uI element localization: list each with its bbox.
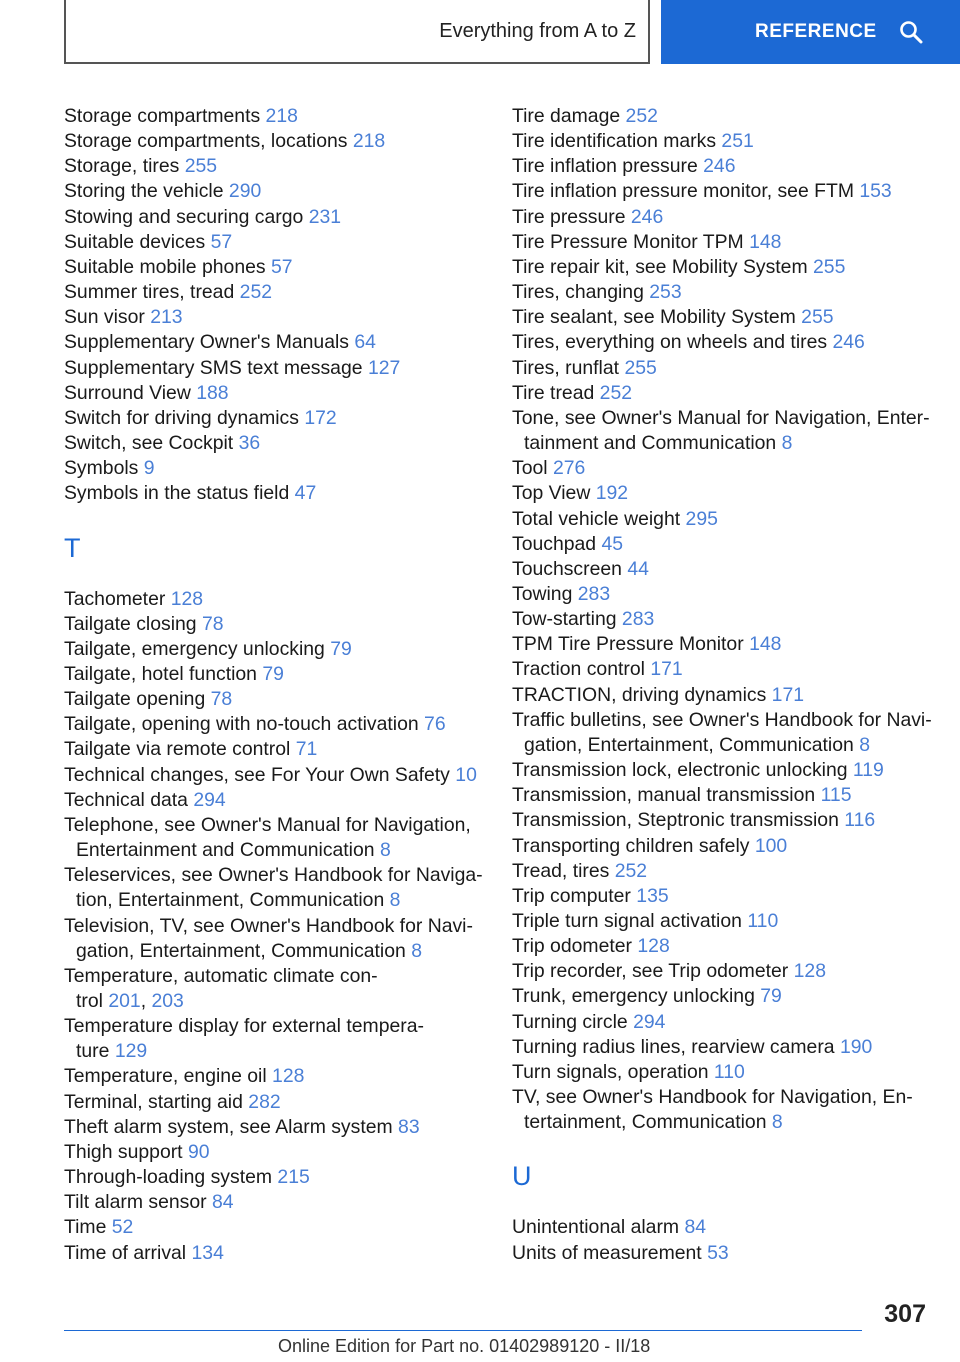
index-entry (64, 1090, 504, 1115)
page-link[interactable]: 8 (389, 889, 401, 912)
index-entry (64, 863, 504, 913)
page-link[interactable]: 45 (601, 532, 624, 555)
index-entry (512, 1085, 952, 1135)
entry-text: Turning radius lines, rearview camera (512, 1035, 840, 1058)
entry-text: Touchscreen (512, 557, 628, 580)
page-link[interactable]: 127 (367, 356, 401, 379)
index-entry (512, 1241, 952, 1266)
entry-text: Temperature display for external tempera- (64, 1015, 424, 1038)
page-link[interactable]: 252 (614, 859, 648, 882)
page-link[interactable]: 201 (108, 990, 141, 1012)
entry-text: Tires, everything on wheels and tires (512, 331, 833, 354)
entry-text: Summer tires, tread (64, 281, 240, 304)
entry-text: Tachometer (64, 587, 171, 610)
page-link[interactable]: 129 (114, 1040, 148, 1063)
entry-text: TRACTION, driving dynamics (512, 683, 772, 706)
index-entry (512, 507, 952, 532)
entry-text: Theft alarm system, see Alarm system (64, 1115, 399, 1138)
page-link[interactable]: 57 (270, 255, 293, 278)
page-link[interactable]: 215 (277, 1166, 310, 1189)
index-entry (64, 431, 504, 456)
page-link[interactable]: 295 (685, 507, 718, 530)
page-link[interactable]: 148 (749, 633, 782, 656)
index-entry (512, 1035, 952, 1060)
page-link[interactable]: 84 (684, 1216, 707, 1239)
index-entry (512, 557, 952, 582)
page-link[interactable]: 171 (771, 683, 805, 706)
entry-text: Triple turn signal activation (512, 910, 748, 932)
page-link[interactable]: 255 (184, 155, 218, 178)
entry-text: Tire identification marks (512, 130, 722, 153)
index-entry (512, 356, 952, 381)
entry-text: Touchpad (512, 532, 602, 555)
entry-text: Tires, changing (512, 281, 650, 304)
entry-text: tion, Entertainment, Communication (76, 889, 390, 912)
index-entry (512, 632, 952, 657)
index-entry (64, 1190, 504, 1215)
page-link[interactable]: 8 (781, 432, 793, 455)
section-title: Everything from A to Z (439, 19, 636, 42)
index-entry (512, 381, 952, 406)
entry-text: gation, Entertainment, Communication (76, 939, 412, 962)
index-entry (64, 662, 504, 687)
entry-text: Switch, see Cockpit (64, 432, 239, 455)
index-entry (512, 884, 952, 909)
page-link[interactable]: 218 (352, 130, 386, 153)
entry-text: TPM Tire Pressure Monitor (512, 633, 750, 656)
index-entry (64, 1014, 504, 1064)
entry-text: Surround View (64, 381, 197, 404)
entry-text: Symbols (64, 457, 144, 480)
page-link[interactable]: 283 (577, 582, 611, 605)
page-link[interactable]: 10 (455, 763, 477, 786)
entry-text: Symbols in the status field (64, 482, 295, 505)
page-number: 307 (884, 1300, 926, 1328)
page-link[interactable]: 128 (793, 960, 826, 983)
entry-text: Storage, tires (64, 155, 185, 178)
page-link[interactable]: 116 (844, 809, 876, 832)
entry-text: ture (76, 1040, 115, 1063)
page-link[interactable]: 9 (143, 457, 155, 480)
page-link[interactable]: 8 (411, 939, 422, 962)
page-link[interactable]: 218 (265, 105, 298, 127)
entry-text: Tire tread (512, 381, 600, 404)
entry-text: gation, Entertainment, Communication (524, 733, 860, 756)
entry-text: Transporting children safely (512, 834, 755, 857)
index-entry (64, 612, 504, 637)
index-entry (64, 129, 504, 154)
index-entry (512, 305, 952, 330)
footer-divider (64, 1330, 862, 1331)
entry-text: Tires, runflat (512, 356, 625, 379)
entry-text: Tire inflation pressure (512, 155, 704, 178)
entry-text: Transmission, manual transmission (512, 784, 821, 807)
entry-text: Towing (512, 582, 578, 605)
index-entry (64, 1165, 504, 1190)
index-entry: Temperature, automatic climate con- trol 201, 203 (64, 964, 378, 1012)
page-link[interactable]: 110 (713, 1060, 745, 1083)
page-link[interactable]: 134 (191, 1241, 224, 1264)
index-letter-heading: T (64, 532, 81, 563)
index-entry (64, 381, 504, 406)
page-link[interactable]: 203 (151, 990, 184, 1012)
index-entry (64, 179, 504, 204)
page-link[interactable]: 90 (187, 1140, 210, 1163)
page-link[interactable]: 53 (707, 1241, 729, 1264)
index-entry (512, 657, 952, 682)
page-link[interactable]: 246 (703, 155, 736, 178)
page-link[interactable]: 192 (595, 482, 629, 505)
entry-text: Traction control (512, 658, 651, 681)
page-link[interactable]: 115 (820, 784, 852, 807)
page-link[interactable]: 44 (627, 557, 649, 580)
page-link[interactable]: 78 (210, 688, 233, 711)
index-entry (512, 481, 952, 506)
entry-text: Teleservices, see Owner's Handbook for Naviga- (64, 864, 483, 887)
entry-text: Time (64, 1216, 112, 1239)
index-entry (512, 708, 952, 758)
index-entry (512, 230, 952, 255)
page-link[interactable]: 8 (859, 733, 870, 756)
index-entry (512, 280, 952, 305)
page-link[interactable]: 71 (295, 738, 318, 761)
index-entry (512, 909, 952, 934)
page-link[interactable]: 255 (624, 356, 657, 379)
entry-text: Switch for driving dynamics (64, 406, 305, 429)
index-entry (64, 914, 504, 964)
entry-text: Tailgate via remote control (64, 738, 296, 761)
page-link[interactable]: 252 (239, 281, 273, 304)
page-link[interactable]: 253 (649, 281, 682, 304)
entry-text: Entertainment and Communication (76, 839, 380, 862)
index-entry (512, 255, 952, 280)
entry-text: Supplementary Owner's Manuals (64, 331, 355, 354)
index-column-right (512, 104, 952, 1266)
page-link[interactable]: 294 (633, 1010, 666, 1033)
entry-text: Suitable mobile phones (64, 255, 271, 278)
index-letter-heading: U (512, 1161, 532, 1192)
entry-text: Television, TV, see Owner's Handbook for Navi- (64, 914, 473, 937)
entry-text: Storage compartments (64, 105, 266, 127)
search-icon[interactable] (899, 20, 923, 44)
entry-text: Total vehicle weight (512, 507, 686, 530)
entry-text: Turn signals, operation (512, 1060, 714, 1083)
page-link[interactable]: 79 (760, 985, 782, 1008)
page-link[interactable]: 8 (379, 839, 391, 862)
page-link[interactable]: 110 (747, 910, 779, 932)
index-entry (512, 834, 952, 859)
index-entry (64, 1064, 504, 1089)
index-entry (512, 154, 952, 179)
entry-text: Supplementary SMS text message (64, 356, 368, 379)
index-entry (512, 456, 952, 481)
entry-text: Tire inflation pressure monitor, see FTM (512, 180, 860, 203)
page-link[interactable]: 283 (621, 608, 655, 631)
entry-text: Trunk, emergency unlocking (512, 985, 761, 1008)
index-entry (512, 406, 952, 456)
entry-text: Units of measurement (512, 1241, 708, 1264)
entry-text: Transmission lock, electronic unlocking (512, 759, 853, 782)
entry-text: Suitable devices (64, 230, 211, 253)
page-link[interactable]: 171 (650, 658, 683, 681)
entry-text: Sun visor (64, 306, 151, 329)
index-entry (64, 456, 504, 481)
index-entry (512, 607, 952, 632)
page-link[interactable]: 294 (193, 788, 226, 811)
page-link[interactable]: 290 (228, 180, 262, 203)
page-link[interactable]: 190 (839, 1035, 873, 1058)
page-link[interactable]: 100 (754, 834, 788, 857)
entry-text: Tailgate, emergency unlocking (64, 637, 331, 660)
index-entry (512, 683, 952, 708)
page-link[interactable]: 153 (859, 180, 892, 203)
entry-text: tainment and Communication (524, 432, 782, 455)
index-entry (64, 255, 504, 280)
page-link[interactable]: 251 (721, 130, 754, 153)
entry-text: Tire Pressure Monitor TPM (512, 230, 750, 253)
index-entry (64, 154, 504, 179)
entry-text: Tone, see Owner's Manual for Navigation, Enter- (512, 406, 930, 429)
index-entry (64, 1115, 504, 1140)
section-header (64, 0, 650, 64)
page-link[interactable]: 255 (813, 255, 846, 278)
index-entry (64, 330, 504, 355)
index-entry (512, 205, 952, 230)
index-entry (512, 758, 952, 783)
reference-label: REFERENCE (755, 21, 877, 42)
page-link[interactable]: 79 (330, 637, 352, 660)
reference-tab[interactable] (661, 0, 960, 64)
entry-text: Tailgate, opening with no-touch activation (64, 713, 425, 736)
page-link[interactable]: 276 (552, 457, 586, 480)
page-link[interactable]: 148 (749, 230, 782, 253)
page-link[interactable]: 8 (771, 1111, 783, 1134)
page-link[interactable]: 172 (304, 406, 337, 429)
page-link[interactable]: 231 (308, 205, 342, 228)
entry-text: Time of arrival (64, 1241, 192, 1264)
entry-text: Tire sealant, see Mobility System (512, 306, 802, 329)
entry-text: Storing the vehicle (64, 180, 229, 203)
index-entry (512, 179, 952, 204)
index-entry (512, 330, 952, 355)
entry-text: Tilt alarm sensor (64, 1191, 212, 1214)
index-entry (64, 587, 504, 612)
footer-edition: Online Edition for Part no. 01402989120 - II/18 (278, 1336, 651, 1356)
index-entry (64, 637, 504, 662)
entry-text: Temperature, automatic climate con- (64, 964, 378, 987)
page-link[interactable]: 246 (832, 331, 865, 354)
index-entry (512, 129, 952, 154)
index-entry (64, 763, 504, 788)
index-entry (512, 582, 952, 607)
entry-text: Tire damage (512, 105, 626, 127)
index-entry (64, 104, 504, 129)
entry-text: Turning circle (512, 1010, 634, 1033)
index-entry (64, 712, 504, 737)
entry-text: Storage compartments, locations (64, 130, 353, 153)
entry-text: TV, see Owner's Handbook for Navigation, En- (512, 1086, 913, 1109)
entry-text: Tailgate opening (64, 688, 211, 711)
index-entry (512, 808, 952, 833)
page-link[interactable]: 213 (150, 306, 183, 329)
page-link[interactable]: 252 (625, 105, 658, 127)
index-entry (512, 532, 952, 557)
index-entry (64, 205, 504, 230)
page-link[interactable]: 47 (294, 482, 317, 505)
entry-text: trol (76, 990, 109, 1012)
index-entry (64, 737, 504, 762)
entry-text: Stowing and securing cargo (64, 205, 309, 228)
index-entry (64, 406, 504, 431)
index-entry (64, 481, 504, 506)
entry-text: Technical data (64, 788, 194, 811)
page-link[interactable]: 36 (238, 432, 261, 455)
entry-text: Top View (512, 482, 596, 505)
page-link[interactable]: 64 (354, 331, 376, 354)
page-link[interactable]: 57 (210, 230, 233, 253)
index-entry (64, 813, 504, 863)
index-entry (64, 1241, 504, 1266)
page-link[interactable]: 188 (196, 381, 229, 404)
entry-text: Tire repair kit, see Mobility System (512, 255, 813, 278)
entry-text: Trip computer (512, 884, 637, 907)
index-entry (512, 104, 952, 129)
index-entry (512, 783, 952, 808)
page-link[interactable]: 128 (170, 587, 204, 610)
page-link[interactable]: 255 (801, 306, 834, 329)
entry-text: Technical changes, see For Your Own Safety (64, 763, 456, 786)
page-link[interactable]: 79 (262, 662, 284, 685)
index-entry (64, 305, 504, 330)
index-column-left (64, 104, 504, 1266)
page-link[interactable]: 282 (248, 1090, 281, 1113)
entry-text: Terminal, starting aid (64, 1090, 249, 1113)
index-entry (512, 1060, 952, 1085)
index-entry (512, 959, 952, 984)
index-entry (512, 1010, 952, 1035)
page-link[interactable]: 83 (398, 1115, 420, 1138)
page-link[interactable]: 128 (637, 935, 670, 958)
page-link[interactable]: 246 (630, 205, 664, 228)
entry-text: Tailgate, hotel function (64, 662, 263, 685)
entry-text: Traffic bulletins, see Owner's Handbook for Navi- (512, 708, 932, 731)
index-entry (512, 1215, 952, 1240)
entry-text: Trip recorder, see Trip odometer (512, 960, 794, 983)
page-link[interactable]: 128 (272, 1065, 305, 1088)
index-entry (64, 1140, 504, 1165)
page-link[interactable]: 78 (201, 612, 224, 635)
page-link[interactable]: 76 (424, 713, 446, 736)
page-link[interactable]: 119 (852, 759, 884, 782)
entry-text: Unintentional alarm (512, 1216, 685, 1239)
index-entry (64, 356, 504, 381)
entry-text: Tow-starting (512, 608, 622, 631)
entry-text: Transmission, Steptronic transmission (512, 809, 845, 832)
entry-text: Temperature, engine oil (64, 1065, 273, 1088)
page-link[interactable]: 135 (636, 884, 669, 907)
entry-text: Trip odometer (512, 935, 638, 958)
page-link[interactable]: 52 (111, 1216, 134, 1239)
page-link[interactable]: 84 (211, 1191, 234, 1214)
entry-text: tertainment, Communication (524, 1111, 772, 1134)
entry-text: Through-loading system (64, 1166, 278, 1189)
index-entry (64, 230, 504, 255)
entry-text: Tread, tires (512, 859, 615, 882)
index-entry (64, 687, 504, 712)
index-entry (64, 1215, 504, 1240)
entry-text: Telephone, see Owner's Manual for Navigation, (64, 813, 471, 836)
index-entry (64, 788, 504, 813)
entry-text: Tailgate closing (64, 612, 202, 635)
entry-text: Thigh support (64, 1140, 188, 1163)
index-entry (512, 934, 952, 959)
entry-text: Tire pressure (512, 205, 631, 228)
entry-text: Tool (512, 457, 553, 480)
index-entry (512, 859, 952, 884)
index-entry (512, 984, 952, 1009)
index-entry (64, 280, 504, 305)
page-link[interactable]: 252 (599, 381, 633, 404)
